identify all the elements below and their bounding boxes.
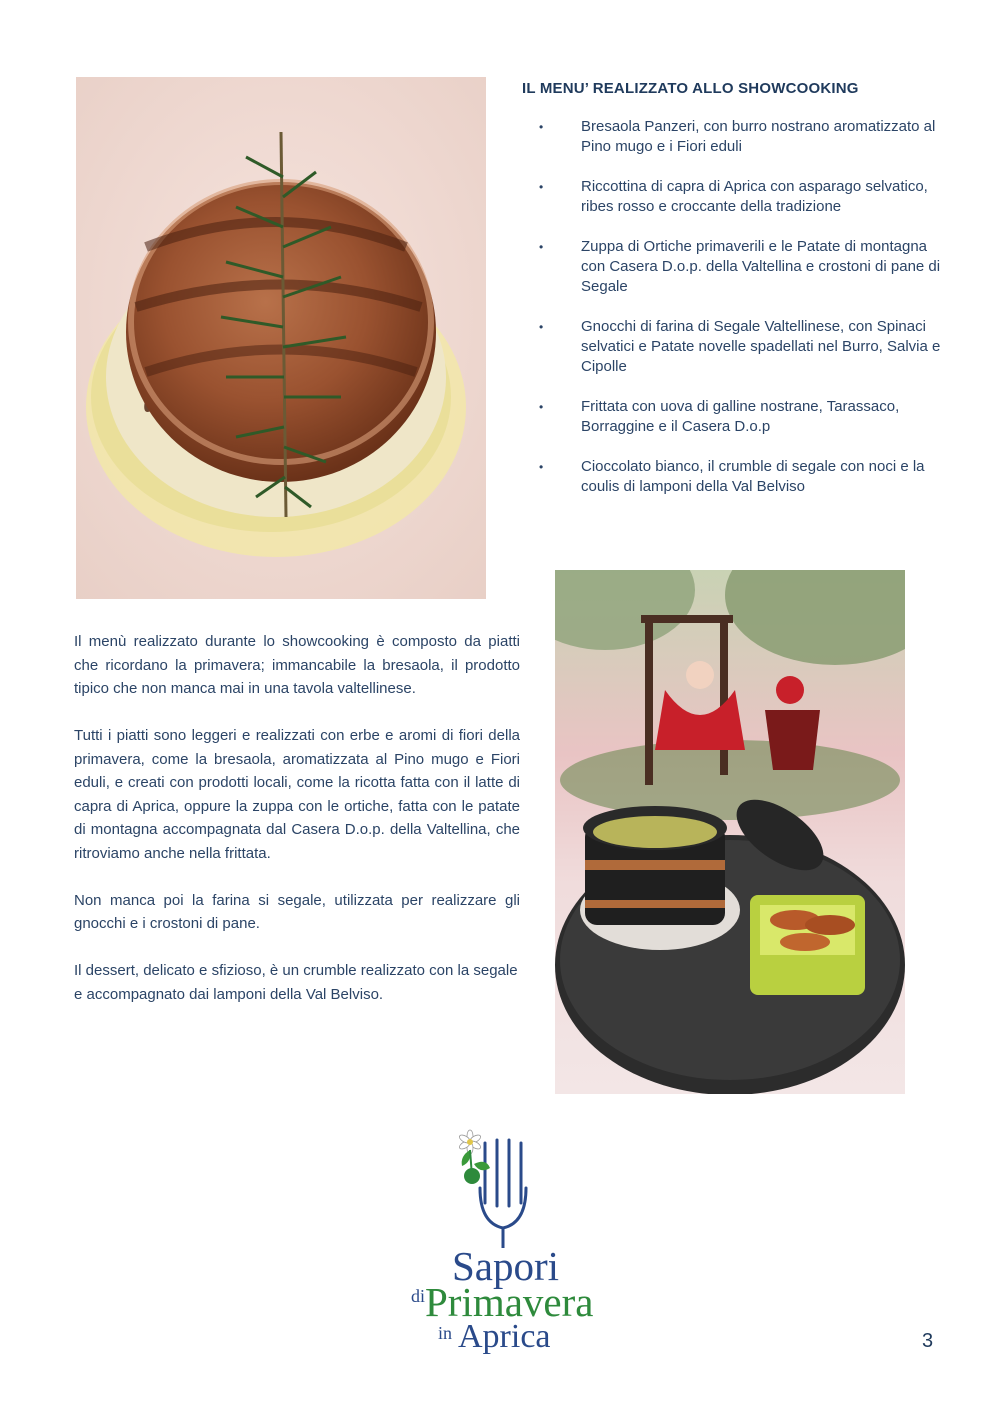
menu-section <box>522 80 942 517</box>
menu-item: • Gnocchi di farina di Segale Valtellinese, con Spinaci selvatici e Patate novelle spadellati nel Burro, Salvia e Cipolle <box>522 317 942 377</box>
body-paragraph: Il menù realizzato durante lo showcooking è composto da piatti che ricordano la primavera; immancabile la bresaola, il prodotto tipico che non manca mai in una tavola valtellinese. <box>74 633 520 697</box>
logo-sapori: Sapori <box>452 1243 560 1289</box>
menu-item: • Zuppa di Ortiche primaverili e le Patate di montagna con Casera D.o.p. della Valtellina e crostoni di pane di Segale <box>522 237 942 297</box>
menu-item: • Cioccolato bianco, il crumble di segale con noci e la coulis di lamponi della Val Belviso <box>522 457 942 497</box>
menu-list <box>522 117 942 497</box>
body-paragraph: Il dessert, delicato e sfizioso, è un crumble realizzato con la segale e accompagnato dai lamponi della Val Belviso. <box>74 962 518 1003</box>
body-text <box>74 630 520 1030</box>
sapori-logo <box>400 1128 600 1358</box>
body-paragraph: Tutti i piatti sono leggeri e realizzati con erbe e aromi di fiori della primavera, come la bresaola, aromatizzata al Pino mugo e Fiori eduli, e creati con prodotti locali, come la ricotta fatta con il latte di capra di Aprica, oppure la zuppa con le ortiche, fatta con le patate di montagna accompagnata dal Casera D.o.p. della Valtellina, che ritroviamo anche nella frittata. <box>74 727 520 862</box>
body-paragraph: Non manca poi la farina si segale, utilizzata per realizzare gli gnocchi e i crostoni di pane. <box>74 891 520 932</box>
logo-di: di <box>411 1286 426 1306</box>
fork-flower-icon <box>400 1128 600 1248</box>
steak-photo <box>76 77 486 599</box>
page-number: 3 <box>922 1330 934 1352</box>
logo-aprica: Aprica <box>458 1318 551 1355</box>
logo-in: in <box>438 1323 453 1343</box>
menu-item: • Riccottina di capra di Aprica con asparago selvatico, ribes rosso e croccante della tradizione <box>522 177 942 217</box>
soup-photo <box>555 570 905 1094</box>
menu-item: • Bresaola Panzeri, con burro nostrano aromatizzato al Pino mugo e i Fiori eduli <box>522 117 942 157</box>
menu-item: • Frittata con uova di galline nostrane, Tarassaco, Borraggine e il Casera D.o.p <box>522 397 942 437</box>
menu-title: IL MENU’ REALIZZATO ALLO SHOWCOOKING <box>522 80 859 97</box>
logo-primavera: Primavera <box>425 1279 594 1325</box>
